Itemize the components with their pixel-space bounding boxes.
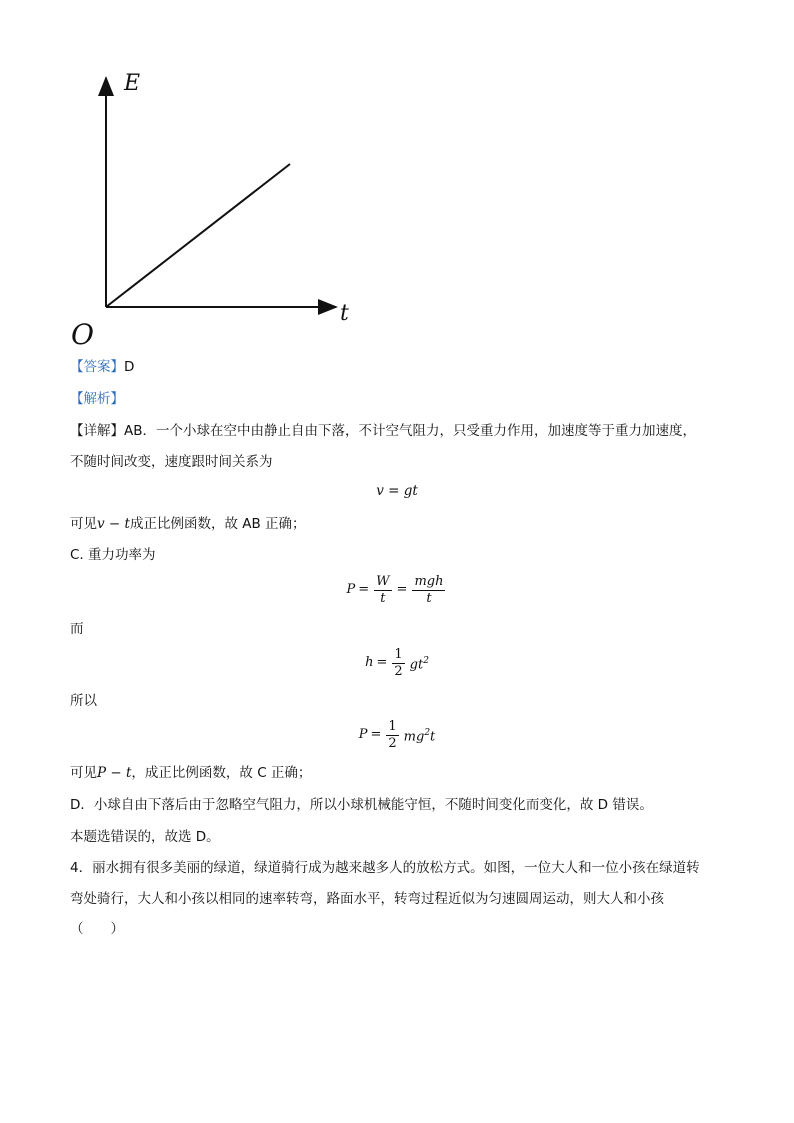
analysis-heading: 【解析】 (70, 391, 124, 407)
detail-line-4: C. 重力功率为 (70, 547, 156, 563)
equation-power: P = $\frac{W}{t}$ = $\frac{\text{mgh}}{t}$ (346, 573, 444, 606)
detail-line-2: 不随时间改变，速度跟时间关系为 (70, 454, 273, 470)
question-4-line-1: 4．丽水拥有很多美丽的绿道，绿道骑行成为越来越多人的放松方式。如图，一位大人和一位小孩在绿道转 (70, 860, 700, 876)
detail-line-7: 可见P − t，成正比例函数，故 C 正确； (70, 765, 312, 781)
answer-line: 【答案】D (70, 359, 135, 375)
origin-label: O (71, 318, 94, 351)
y-axis-label: E (124, 71, 141, 96)
detail-line-9: 本题选错误的，故选 D。 (70, 829, 220, 845)
x-axis-label: t (340, 301, 349, 326)
equation-power-final: P = $\frac{1}{2}$ $mg^2t$ (358, 718, 436, 751)
answer-tag: 答案 (83, 359, 111, 375)
question-4-line-2: 弯处骑行，大人和小孩以相同的速率转弯，路面水平，转弯过程近似为匀速圆周运动，则大人和小孩 (70, 891, 664, 907)
answer-value: D (124, 359, 135, 375)
analysis-tag: 解析 (83, 391, 111, 407)
detail-tag: 详解 (83, 423, 111, 439)
detail-line-6: 所以 (70, 693, 97, 709)
energy-line (106, 164, 290, 307)
equation-v-gt: v = gt (376, 483, 418, 499)
detail-line-5: 而 (70, 621, 84, 637)
equation-height: h = $\frac{1}{2}$ $gt^2$ (365, 646, 429, 679)
detail-line-8: D．小球自由下落后由于忽略空气阻力，所以小球机械能守恒，不随时间变化而变化，故 D 错误。 (70, 797, 653, 813)
energy-time-graph (66, 66, 366, 356)
question-4-options-bracket: （ ） (70, 921, 124, 937)
detail-line-1: 【详解】AB．一个小球在空中由静止自由下落，不计空气阻力，只受重力作用，加速度等于重力加速度， (70, 423, 696, 439)
detail-line-3: 可见v − t成正比例函数，故 AB 正确； (70, 516, 306, 532)
